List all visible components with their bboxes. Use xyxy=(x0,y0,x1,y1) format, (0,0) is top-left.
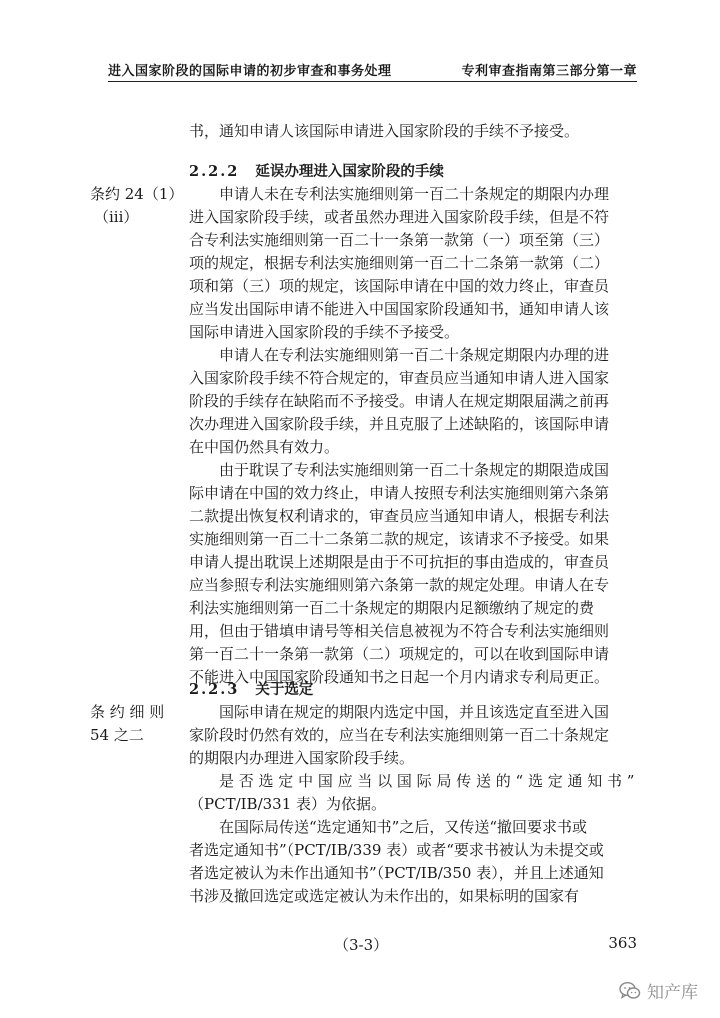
intro-line: 书，通知申请人该国际申请进入国家阶段的手续不予接受。 xyxy=(189,122,580,140)
section-2-2-2-body xyxy=(189,183,637,689)
header-chapter-title: 进入国家阶段的国际申请的初步审查和事务处理 xyxy=(108,64,392,79)
watermark xyxy=(619,978,698,1003)
paragraph: 国际申请在规定的期限内选定中国，并且该选定直至进入国 家阶段时仍然有效的，应当在专利法实施细则第一百二十条规定 的期限内办理进入国家阶段手续。 xyxy=(189,703,610,767)
section-heading-2-2-2 xyxy=(189,160,444,181)
section-number: 2.2.3 xyxy=(189,681,240,698)
wechat-icon xyxy=(619,981,641,1001)
section-title: 关于选定 xyxy=(255,681,314,698)
section-heading-2-2-3 xyxy=(189,678,313,699)
section-2-2-3-body xyxy=(189,701,637,908)
paragraph: 是 否 选 定 中 国 应 当 以 国 际 局 传 送 的 “ 选 定 通 知 书 ” （PCT/IB/331 表）为依据。 xyxy=(189,772,635,813)
section-number: 2.2.2 xyxy=(189,163,240,180)
header-guide-part: 专利审查指南第三部分第一章 xyxy=(461,64,637,79)
watermark-text: 知产库 xyxy=(647,983,698,1003)
running-header xyxy=(108,52,637,82)
header-rule xyxy=(108,81,637,82)
page-number: 363 xyxy=(608,934,637,952)
section-title: 延误办理进入国家阶段的手续 xyxy=(255,163,444,180)
paragraph: 在国际局传送“选定通知书”之后，又传送“撤回要求书或 者选定通知书”（PCT/IB/339 表）或者“要求书被认为未提交或 者选定被认为未作出通知书”（PCT/IB/350 表），并且上述通知 书涉及撤回选定或选定被认为未作出的，如果标明的国家有 xyxy=(189,818,604,905)
paragraph: 由于耽误了专利法实施细则第一百二十条规定的期限造成国 际申请在中国的效力终止，申请人按照专利法实施细则第六条第 二款提出恢复权利请求的，审查员应当通知申请人，根据专利法 实施细则第一百二十二条第二款的规定，该请求不予接受。如果 申请人提出耽误上述期限是由于不可抗拒的事由造成的，审查员 应当参照专利法实施细则第六条第一款的规定处理。申请人在专 利法实施细则第一百二十条规定的期限内足额缴纳了规定的费 用，但由于错填申请号等相关信息被视为不符合专利法实施细则 第一百二十一条第一款第（二）项规定的，可以在收到国际申请 不能进入中国国家阶段通知书之日起一个月内请求专利局更正。 xyxy=(189,461,610,686)
margin-note-treaty-rule-54bis: 条 约 细 则 54 之二 xyxy=(90,703,165,744)
footer-section-ref: （3-3） xyxy=(334,936,389,954)
paragraph: 申请人在专利法实施细则第一百二十条规定期限内办理的进 入国家阶段手续不符合规定的，审查员应当通知申请人进入国家 阶段的手续存在缺陷而不予接受。申请人在规定期限届满之前再 次办理进入国家阶段手续，并且克服了上述缺陷的，该国际申请 在中国仍然具有效力。 xyxy=(189,346,610,456)
paragraph: 申请人未在专利法实施细则第一百二十条规定的期限内办理 进入国家阶段手续，或者虽然办理进入国家阶段手续，但是不符 合专利法实施细则第一百二十一条第一款第（一）项至第（三） 项的规定，根据专利法实施细则第一百二十二条第一款第（二） 项和第（三）项的规定，该国际申请在中国的效力终止，审查员 应当发出国际申请不能进入中国国家阶段通知书，通知申请人该 国际申请进入国家阶段的手续不予接受。 xyxy=(189,185,610,341)
margin-note-treaty-24: 条约 24（1） （iii） xyxy=(90,185,184,226)
